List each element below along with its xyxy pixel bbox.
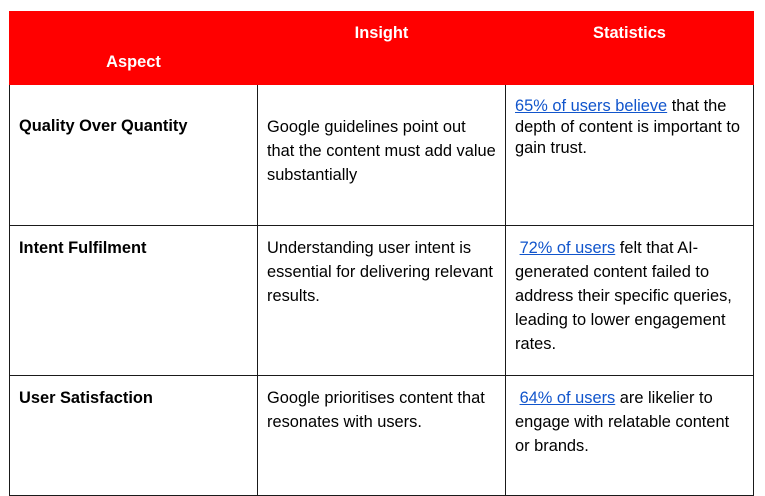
stat-text: felt that AI-generated content failed to address their specific queries, leading to lower engagement rates. [515, 239, 732, 353]
header-aspect: Aspect [10, 12, 258, 85]
stat-text: are likelier to engage with relatable content or brands. [515, 389, 730, 455]
table-row [10, 226, 754, 376]
aspect-cell: Quality Over Quantity [10, 85, 258, 226]
table-header-row [10, 12, 754, 85]
table-row [10, 376, 754, 496]
table-row [10, 85, 754, 226]
aspect-cell: User Satisfaction [10, 376, 258, 496]
statistics-cell [506, 376, 754, 496]
stat-link[interactable]: 64% of users [519, 389, 616, 407]
comparison-table [9, 11, 754, 496]
stat-link[interactable]: 72% of users [519, 239, 616, 257]
stat-link[interactable]: 65% of users believe [515, 97, 668, 115]
insight-cell: Google guidelines point out that the content must add value substantially [258, 85, 506, 226]
header-insight: Insight [258, 12, 506, 85]
stat-text: that the depth of content is important to gain trust. [515, 97, 741, 157]
insight-cell: Google prioritises content that resonates with users. [258, 376, 506, 496]
statistics-cell [506, 226, 754, 376]
header-statistics: Statistics [506, 12, 754, 85]
statistics-cell [506, 85, 754, 226]
aspect-cell: Intent Fulfilment [10, 226, 258, 376]
insight-cell: Understanding user intent is essential for delivering relevant results. [258, 226, 506, 376]
